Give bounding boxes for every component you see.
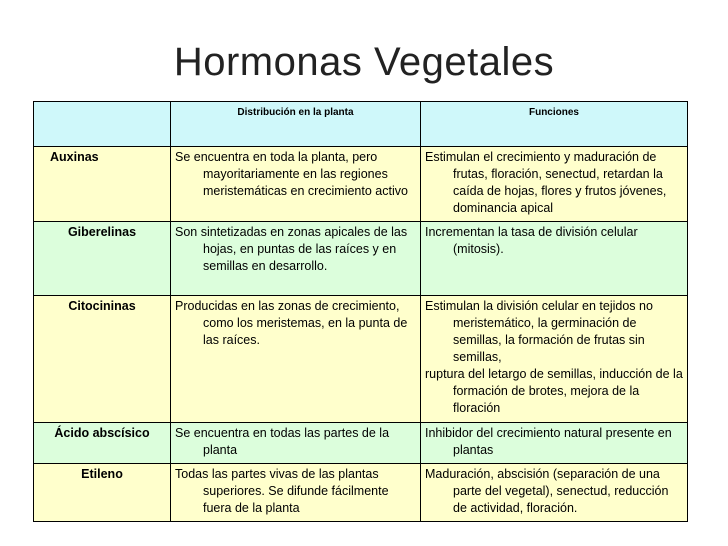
- functions-cell: [421, 296, 688, 423]
- distribution-cell: [171, 221, 421, 296]
- functions-cell: [421, 221, 688, 296]
- functions-text: Inhibidor del crecimiento natural presente en plantas: [425, 426, 672, 458]
- hormones-table: [33, 101, 688, 522]
- table-row-etileno: [34, 463, 688, 521]
- hormone-name: Giberelinas: [34, 221, 171, 296]
- functions-cell: [421, 463, 688, 521]
- distribution-cell: [171, 296, 421, 423]
- distribution-cell: [171, 147, 421, 222]
- page-title: Hormonas Vegetales: [173, 40, 555, 84]
- header-cell-functions: Funciones: [421, 102, 688, 147]
- functions-text: Estimulan la división celular en tejidos no meristemático, la germinación de semillas, la formación de frutas sin semillas,: [425, 299, 653, 365]
- distribution-text: Se encuentra en toda la planta, pero mayoritariamente en las regiones meristemáticas en crecimiento activo: [175, 150, 408, 199]
- functions-cell: [421, 423, 688, 463]
- distribution-text: Son sintetizadas en zonas apicales de las hojas, en puntas de las raíces y en semillas en desarrollo.: [175, 224, 408, 273]
- functions-cell: [421, 147, 688, 222]
- distribution-text: Se encuentra en todas las partes de la planta: [175, 426, 390, 458]
- table-row-giberelinas: [34, 221, 688, 296]
- table-row-citocininas: [34, 296, 688, 423]
- distribution-cell: [171, 463, 421, 521]
- functions-text: ruptura del letargo de semillas, inducción de la formación de brotes, mejora de la floración: [425, 367, 683, 416]
- distribution-cell: [171, 423, 421, 463]
- distribution-text: Producidas en las zonas de crecimiento, como los meristemas, en la punta de las raíces.: [175, 299, 408, 348]
- hormone-name: Ácido abscísico: [34, 423, 171, 463]
- table-header-row: [34, 102, 688, 147]
- functions-text: Estimulan el crecimiento y maduración de frutas, floración, senectud, retardan la caída de hojas, flores y frutos jóvenes, dominancia apical: [425, 150, 667, 216]
- functions-text: Incrementan la tasa de división celular (mitosis).: [425, 224, 638, 256]
- table-row-auxinas: [34, 147, 688, 222]
- header-cell-empty: [34, 102, 171, 147]
- hormone-name: Citocininas: [34, 296, 171, 423]
- hormone-name: Etileno: [34, 463, 171, 521]
- header-cell-distribution: Distribución en la planta: [171, 102, 421, 147]
- functions-text: Maduración, abscisión (separación de una parte del vegetal), senectud, reducción de actividad, floración.: [425, 466, 669, 515]
- hormone-name: Auxinas: [34, 147, 171, 222]
- distribution-text: Todas las partes vivas de las plantas superiores. Se difunde fácilmente fuera de la planta: [175, 466, 389, 515]
- table-row-acido-abscisico: [34, 423, 688, 463]
